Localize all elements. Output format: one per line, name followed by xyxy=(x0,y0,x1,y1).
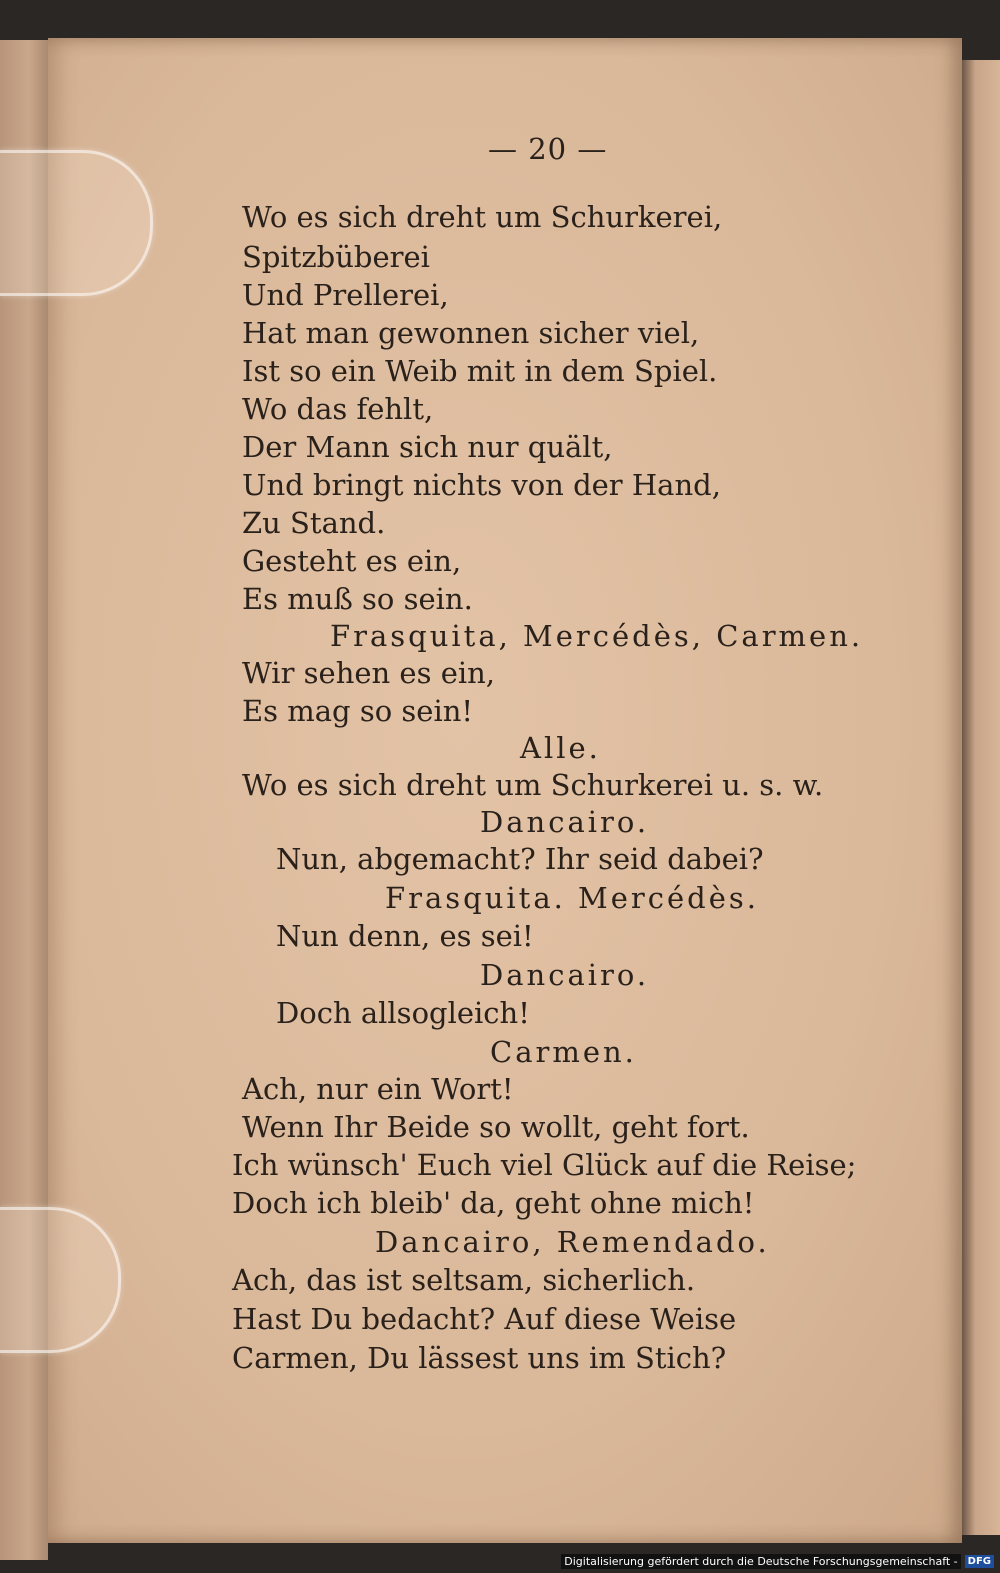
verse-line: Es mag so sein! xyxy=(242,694,474,728)
speaker-heading: Dancairo. xyxy=(480,805,650,839)
verse-line: Wenn Ihr Beide so wollt, geht fort. xyxy=(242,1110,750,1144)
verse-line: Hat man gewonnen sicher viel, xyxy=(242,316,700,350)
speaker-heading: Carmen. xyxy=(490,1035,637,1069)
verse-line: Wo es sich dreht um Schurkerei, xyxy=(242,200,723,234)
verse-line: Und bringt nichts von der Hand, xyxy=(242,468,721,502)
verse-line: Doch ich bleib' da, geht ohne mich! xyxy=(232,1186,755,1220)
digitization-footer xyxy=(561,1554,994,1569)
dfg-logo-icon: DFG xyxy=(965,1555,994,1568)
verse-line: Zu Stand. xyxy=(242,506,386,540)
verse-line: Es muß so sein. xyxy=(242,582,473,616)
verse-line: Wir sehen es ein, xyxy=(242,656,496,690)
verse-line: Ach, nur ein Wort! xyxy=(242,1072,514,1106)
verse-line: Der Mann sich nur quält, xyxy=(242,430,613,464)
verse-line: Ist so ein Weib mit in dem Spiel. xyxy=(242,354,718,388)
verse-line: Wo es sich dreht um Schurkerei u. s. w. xyxy=(242,768,824,802)
verse-line: Nun, abgemacht? Ihr seid dabei? xyxy=(276,842,764,876)
verse-line: Spitzbüberei xyxy=(242,240,430,274)
speaker-heading: Dancairo, Remendado. xyxy=(375,1225,770,1259)
verse-line: Gesteht es ein, xyxy=(242,544,462,578)
page-number: — 20 — xyxy=(488,132,608,166)
verse-line: Und Prellerei, xyxy=(242,278,449,312)
speaker-heading: Dancairo. xyxy=(480,958,650,992)
verse-line: Hast Du bedacht? Auf diese Weise xyxy=(232,1302,737,1336)
speaker-heading: Frasquita. Mercédès. xyxy=(385,881,760,915)
verse-line: Nun denn, es sei! xyxy=(276,919,534,953)
verse-line: Wo das fehlt, xyxy=(242,392,434,426)
speaker-heading: Frasquita, Mercédès, Carmen. xyxy=(330,619,864,653)
verse-line: Ach, das ist seltsam, sicherlich. xyxy=(232,1263,696,1297)
verse-line: Ich wünsch' Euch viel Glück auf die Reise; xyxy=(232,1148,857,1182)
speaker-heading: Alle. xyxy=(520,731,601,765)
clip-top xyxy=(0,150,153,296)
verse-line: Carmen, Du lässest uns im Stich? xyxy=(232,1341,727,1375)
right-page-edge xyxy=(962,60,1000,1535)
verse-line: Doch allsogleich! xyxy=(276,996,530,1030)
funding-credit: Digitalisierung gefördert durch die Deutsche Forschungsgemeinschaft - xyxy=(561,1554,960,1569)
